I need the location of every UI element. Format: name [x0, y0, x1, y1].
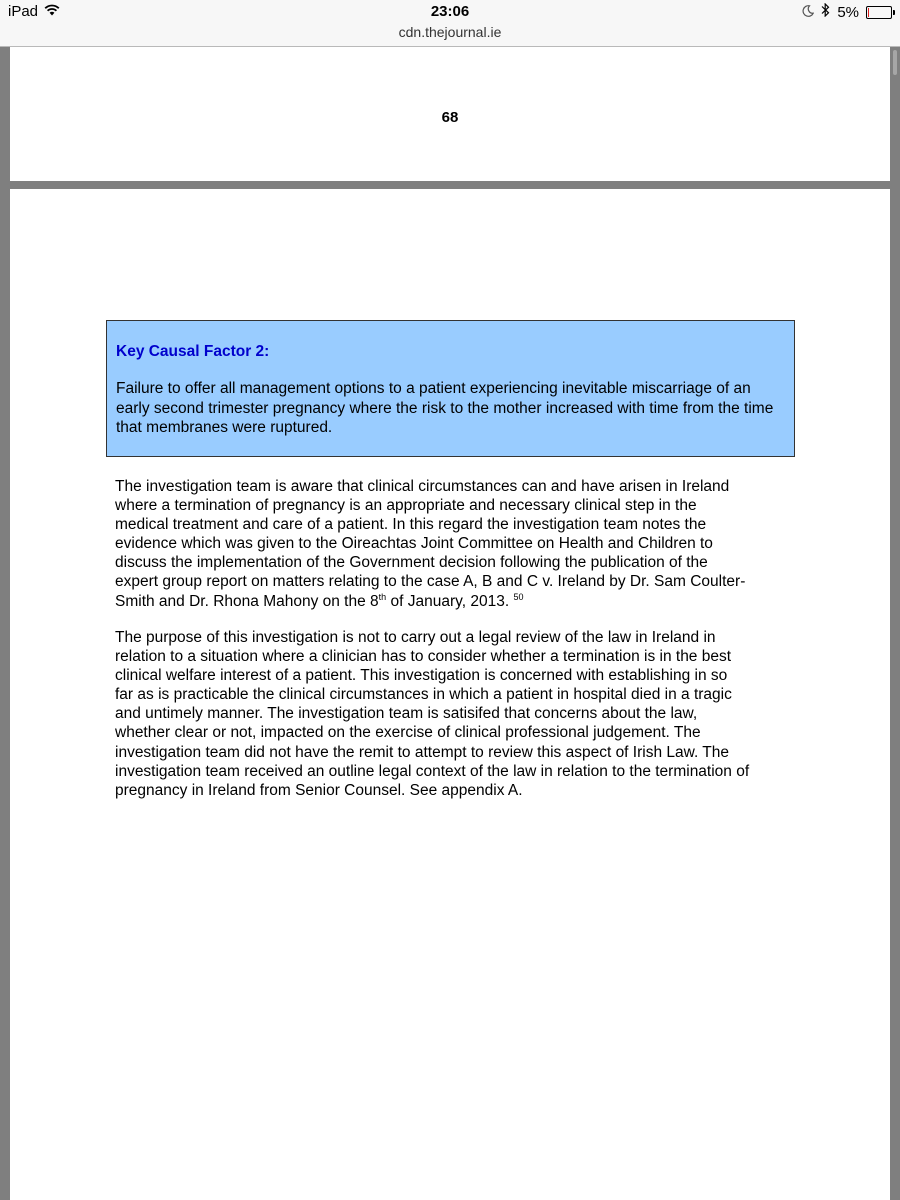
text-line: time that membranes were ruptured. — [116, 399, 774, 436]
text-line: clinical welfare interest of a patient. This investigation is concerned with establishing in so — [115, 667, 728, 685]
text-line: relation to a situation where a clinician has to consider whether a termination is in the best — [115, 648, 732, 666]
battery-percent: 5% — [837, 3, 859, 21]
key-causal-factor-text — [116, 379, 788, 438]
status-right — [802, 3, 892, 21]
text-line: far as is practicable the clinical circumstances in which a patient in hospital died in a tragic — [115, 686, 732, 704]
device-name: iPad — [8, 3, 39, 20]
text-line: investigation team received an outline legal context of the law in relation to the termination of — [115, 762, 750, 780]
scroll-indicator[interactable] — [893, 50, 897, 200]
moon-icon — [802, 4, 814, 21]
text-line: investigation team did not have the remit to attempt to review this aspect of Irish Law. The — [115, 743, 730, 761]
text-line: medical treatment and care of a patient. In this regard the investigation team notes the — [115, 516, 707, 534]
previous-page — [10, 47, 890, 181]
text-line: early second trimester pregnancy where the risk to the mother increased with time from the — [116, 399, 740, 417]
text-line: where a termination of pregnancy is an appropriate and necessary clinical step in the — [115, 497, 697, 515]
current-page — [10, 189, 890, 1200]
scroll-thumb[interactable] — [893, 50, 897, 75]
page-number: 68 — [441, 109, 459, 126]
text-fragment: of January, 2013. — [386, 592, 514, 610]
text-line: Failure to offer all management options to a patient experiencing inevitable miscarriage of an — [116, 380, 751, 397]
text-line: evidence which was given to the Oireachtas Joint Committee on Health and Children to — [115, 535, 713, 553]
text-line: whether clear or not, impacted on the exercise of clinical professional judgement. The — [115, 724, 701, 742]
bluetooth-icon — [821, 3, 830, 21]
text-line: The purpose of this investigation is not to carry out a legal review of the law in Ireland in — [115, 629, 716, 646]
status-time: 23:06 — [430, 3, 470, 20]
paragraph-investigation-purpose — [115, 628, 795, 800]
text-line-last — [115, 592, 795, 611]
battery-fill — [868, 8, 869, 17]
url-bar[interactable]: cdn.thejournal.ie — [398, 24, 502, 40]
browser-top-bar — [0, 0, 900, 47]
footnote-marker[interactable]: 50 — [513, 591, 524, 602]
battery-icon — [866, 6, 892, 19]
text-line: discuss the implementation of the Government decision following the publication of the — [115, 554, 708, 572]
text-line: The investigation team is aware that clinical circumstances can and have arisen in Ireland — [115, 478, 730, 495]
text-line: pregnancy in Ireland from Senior Counsel. See appendix A. — [115, 781, 523, 799]
text-line: and untimely manner. The investigation team is satisifed that concerns about the law, — [115, 705, 698, 723]
ordinal-suffix: th — [378, 591, 387, 602]
key-causal-factor-title: Key Causal Factor 2: — [116, 343, 270, 360]
text-line: expert group report on matters relating to the case A, B and C v. Ireland by Dr. Sam Coulter- — [115, 573, 746, 591]
text-fragment: Smith and Dr. Rhona Mahony on the 8 — [115, 592, 379, 610]
paragraph-investigation-awareness — [115, 477, 795, 611]
key-causal-factor-box — [106, 320, 795, 457]
